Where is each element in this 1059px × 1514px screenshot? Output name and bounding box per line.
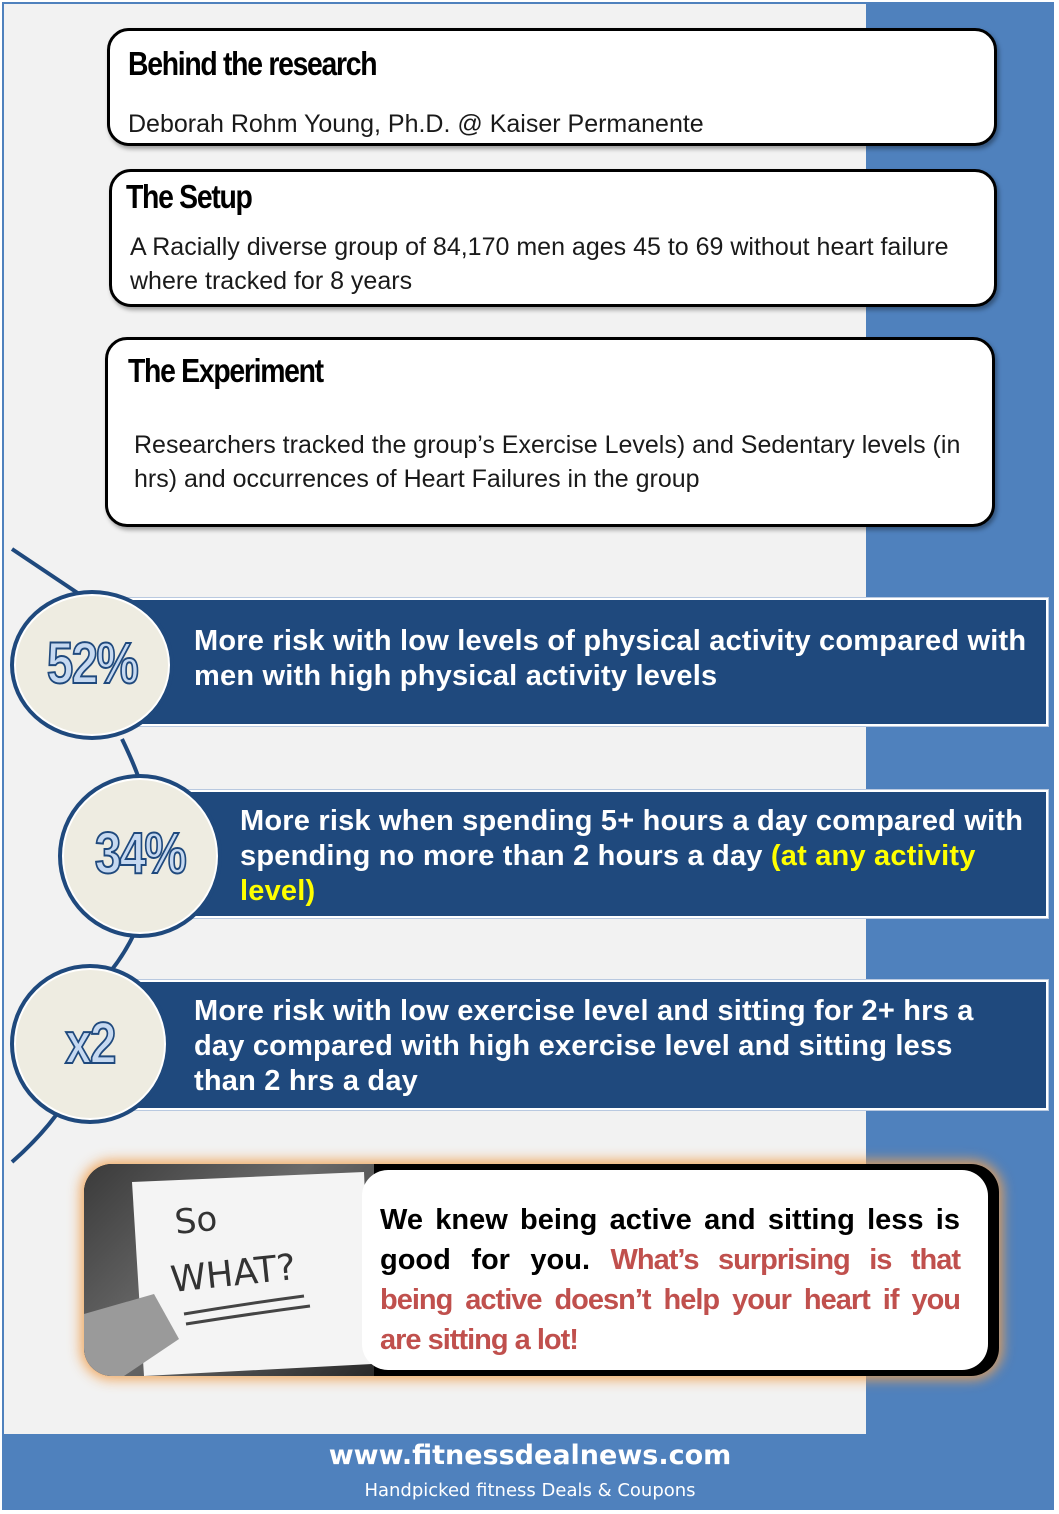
stat-band-2 [154, 790, 1048, 918]
footer-tagline: Handpicked fitness Deals & Coupons [364, 1480, 696, 1501]
stat-band-3 [104, 980, 1048, 1110]
sowhat-lead: We knew being active and sitting less is good for you. [380, 1204, 960, 1276]
infographic-page [2, 2, 1054, 1510]
sowhat-text [380, 1200, 960, 1360]
sign-text-what: WHAT? [168, 1247, 298, 1301]
experiment-title: The Experiment [128, 352, 323, 389]
sowhat-surprise: What’s surprising is that being active doesn’t help your heart if you are sitting a lot [380, 1244, 961, 1356]
stat-label-2: 34% [94, 821, 186, 886]
stat-text-2 [240, 804, 1040, 909]
stat-label-3: x2 [65, 1011, 115, 1076]
research-title: Behind the research [128, 45, 377, 82]
stat-circle-2 [58, 774, 222, 938]
sowhat-panel [84, 1164, 999, 1376]
stat-text-2-main: More risk when spending 5+ hours a day compared with spending no more than 2 hours a day [240, 805, 1024, 872]
footer-url[interactable]: www.fitnessdealnews.com [328, 1440, 732, 1471]
sowhat-text-box [362, 1170, 988, 1370]
sowhat-photo [84, 1164, 374, 1376]
research-body: Deborah Rohm Young, Ph.D. @ Kaiser Permanente [128, 110, 704, 138]
setup-body: A Racially diverse group of 84,170 men ages 45 to 69 without heart failure where tracked for 8 years [130, 233, 949, 295]
stat-text-1: More risk with low levels of physical activity compared with men with high physical activity levels [194, 625, 1027, 692]
stat-highlight-2: (at any activity level) [240, 840, 976, 907]
stat-text-3: More risk with low exercise level and sitting for 2+ hrs a day compared with high exercise level and sitting less than 2 hrs a day [194, 995, 974, 1097]
experiment-body: Researchers tracked the group’s Exercise Levels) and Sedentary levels (in hrs) and occurrences of Heart Failures in the group [134, 431, 961, 493]
sowhat-exclaim: ! [569, 1324, 578, 1356]
footer [4, 1434, 1054, 1510]
setup-title: The Setup [126, 178, 252, 215]
stat-circle-3 [10, 964, 170, 1124]
so-what-sign-image [84, 1164, 374, 1376]
stat-band-1 [104, 598, 1048, 726]
stat-label-1: 52% [46, 631, 138, 696]
sign-text-so: So [172, 1198, 220, 1243]
stat-circle-1 [10, 590, 174, 740]
